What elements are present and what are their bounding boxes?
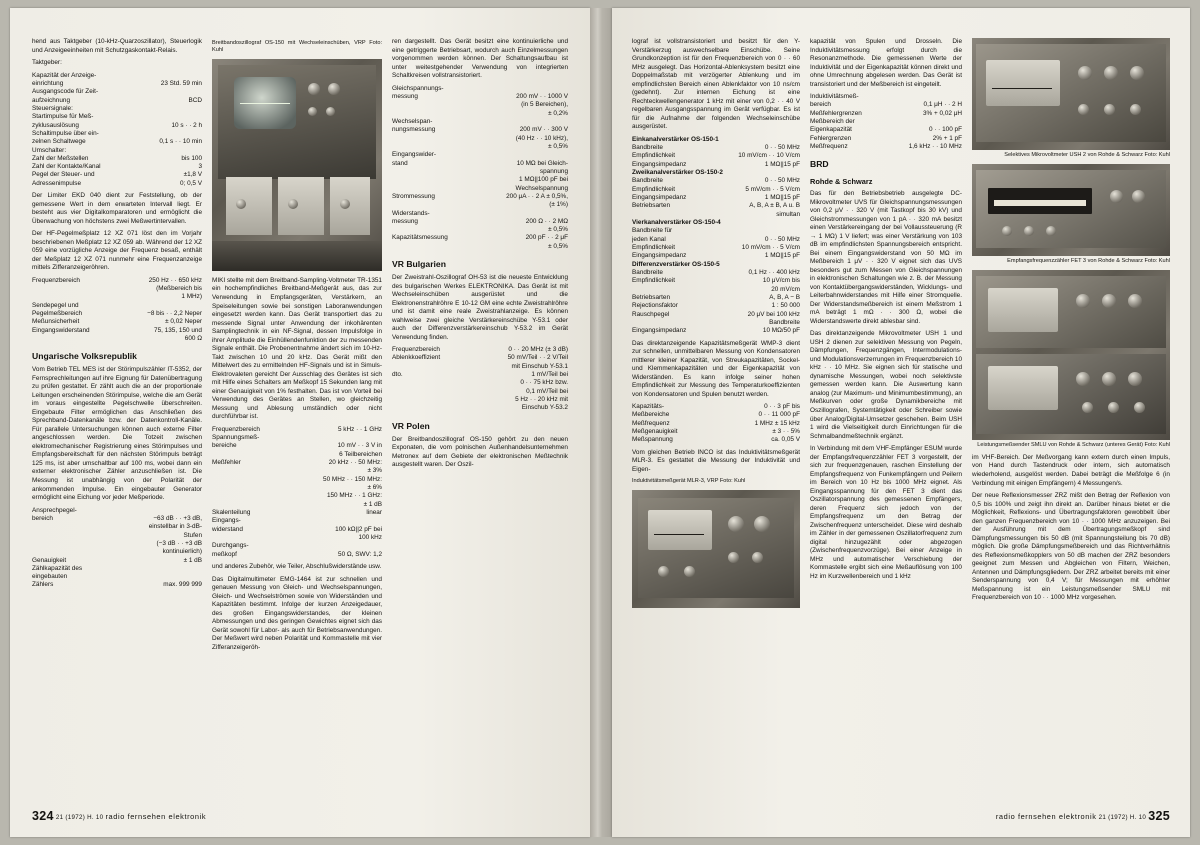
page-gutter (590, 8, 612, 837)
issue-meta-left: 21 (1972) H. 10 (55, 814, 104, 821)
photo-oscilloscope-os150 (212, 59, 382, 271)
paragraph: kapazität von Spulen und Drosseln. Die Induktivitätsmessung erfolgt durch die Resonanzmethode. Die gemessenen Werte der Induktivität und der Eigenkapazität können direkt und ohne Umrechnung abgelesen werden. Das Gerät ist transistoriert und der Meßbereich ist eingeteilt. (810, 38, 962, 88)
photo-caption-ush2: Selektives Mikrovoltmeter USH 2 von Rohde & Schwarz Foto: Kuhl (1004, 152, 1170, 158)
page-number-right: 325 (1148, 809, 1170, 823)
paragraph: In Verbindung mit dem VHF-Empfänger ESUM wurde der Empfangsfrequenzzähler FET 3 vorgestellt, der sich zur frequenzgenauen, raschen Einstellung der Empfangsfrequenz von Funkempfängern und Peilern im Bereich von 10 Hz bis 1000 MHz eignet. Als Eingangsspannung für den FET 3 dient das Oszillatorspannung des gemessenen Empfängers, deren Frequenz sich jedoch von der Empfangsfrequenz um den Betrag der Zwischenfrequenz unterscheidet. Diese wird deshalb im Zähler in der gemessenen Oszillatorfrequenz zum digital hinzugezählt oder abgezogen (Zwischenfrequenzvorzüge). Bei einer Anzeige in MHz und automatischer Verschiebung der Kommastelle ergibt sich eine Meßauflösung von 100 Hz im Kurzwellenbereich und 1 kHz (810, 445, 962, 580)
paragraph: Der neue Reflexionsmesser ZRZ mißt den Betrag der Reflexion von 0,5 bis 100% und zeigt ihn direkt an. Darüber hinaus bietet er die Möglichkeit, Reflexions- und Übertragungsfaktoren gewobbelt über den ganzen Frequenzbereich von 10 · · 1000 MHz anzuzeigen. Bei der Ausführung mit dem Übertragungsmeßkopf sind Dämpfungsmessungen bis 50 dB (mit Spannungsteilung bis 70 dB) möglich. Die große Dämpfungsmeßbereich und das Richtverhältnis des Reflexionsmeßkopplers von 50 dB machen der ZRZ besonders geeignet zum Messen und Abgleichen von Filtern, Weichen, Antennen und Dämpfungsgliedern. Der ZRZ arbeitet bereits mit einer Senderspannung von 0,4 V; für Messungen mit erhöhter Meßspannung ist ein Leistungsmeßsender SMLU mit Frequenzbereich von 10 · · 1000 MHz vorgesehen. (972, 492, 1170, 602)
right-page (612, 8, 1190, 837)
paragraph: Der Breitbandoszillograf OS-150 gehört zu den neuen Exponaten, die vom polnischen Außenhandelsunternehmen Metronex auf dem Gebiete der elektronischen Meßtechnik ausgestellt waren. Der Oszil- (392, 435, 568, 469)
left-column-3 (392, 38, 568, 791)
spec-list-stoerimpulszaehler: Ansprechpegel- bereich −63 dB · · +3 dB, einstellbar in 3-dB- Stufen (−3 dB · · +3 dB kontinuierlich) Genauigkeit ± 1 dB Zählkapazität des eingebauten Zählers max. 999 999 (32, 506, 202, 589)
left-page-footer (32, 809, 206, 823)
left-page (10, 8, 590, 837)
paragraph: Vom Betrieb TEL MES ist der Störimpulszähler IT-5352, der Fernsprechleitungen auf ihre Eignung für Datenübertragung zu prüfen gestattet. Er zählt auch die an der proportionale Leitungen erscheinenden Störimpulse, welche die am Gerät im voraus eingestellte Pegelschwelle überschreiten. Eingebaute Filter ermöglichen das Anschließen des Sprechband-Datenkanäle bzw. der Datenkontroll-Kanäle. Für parallele Untersuchungen können auch externe Filter angeschlossen werden. Die Totzeit zwischen elektromechanischer Registrierung eines Störimpulses und Empfangsbereitschaft für den nächsten Störimpuls beträgt 125 ms, ist aber umschaltbar auf 100 ms, wobei dann ein externer elektronischer Zähler anzuschließen ist. Die Messung ist unabhängig von der Polarität der ankommenden Impulse. Ein eingebauter Generator ermöglicht eine Eichung vor jeder Meßperiode. (32, 366, 202, 502)
left-column-2 (212, 38, 382, 791)
paragraph: Das direktanzeigende Kapazitätsmeßgerät WMP-3 dient zur schnellen, unmittelbaren Messung von Kondensatoren mittlerer kleiner Kapazität, von Streukapazitäten, Sockel- und Klemmenkapazitäten und der Eigenkapazität von Widerständen. Es kann infolge seiner hohen Empfindlichkeit zur Messung des Temperaturkoeffizienten von Kondensatoren und Spulen benutzt werden. (632, 339, 800, 398)
right-column-2 (810, 38, 962, 791)
photo-caption-mlr3: Induktivitätsmeßgerät MLR-3, VRP Foto: Kuhl (632, 478, 746, 485)
section-heading-brd: BRD (810, 159, 829, 170)
left-column-1 (32, 38, 202, 791)
paragraph: Taktgeber: (32, 59, 62, 67)
spec-list-mlr3: Induktivitätsmeß- bereich 0,1 μH · · 2 H Meßfehlergrenzen 3% + 0,02 μH Meßbereich der Eigenkapazität 0 · · 100 pF Fehlergrenzen 2% + 1 pF Meßfrequenz 1,6 kHz · · 10 MHz (810, 93, 962, 151)
paragraph: Der HF-Pegelmeßplatz 12 XZ 071 löst den im Vorjahr beschriebenen Meßplatz 12 XZ 059 ab. Während der 12 XZ 059 eine vorzügliche Anzeige der Frequenz besaß, enthält der Meßplatz 12 XZ 071 nunmehr eine Frequenzanzeige mittels Zifferanzeigeröhren. (32, 230, 202, 272)
right-page-footer (996, 809, 1170, 823)
paragraph: hend aus Taktgeber (10-kHz-Quarzoszillator), Steuerlogik und Anzeigeeinheiten mit Schutzgaskontakt-Relais. (32, 38, 202, 54)
photo-usH2-microvoltmeter (972, 38, 1170, 150)
paragraph: und anderes Zubehör, wie Teiler, Abschlußwiderstände usw. (212, 562, 382, 570)
spec-list-hf-pegelmessplatz: Frequenzbereich 250 Hz · · 650 kHz (Meßbereich bis 1 MHz) Sendepegel und Pegelmeßbereich −8 bis · · 2,2 Neper Meßunsicherheit ± 0,02 Neper Eingangswiderstand 75, 135, 150 und 600 Ω (32, 276, 202, 343)
issue-meta-right: 21 (1972) H. 10 (1098, 814, 1147, 821)
spec-list-os150-plugins: Einkanalverstärker OS-150-1 Bandbreite 0 · · 50 MHz Empfindlichkeit 10 mV/cm · · 10 V/cm Eingangsimpedanz 1 MΩ||15 pF Zweikanalverstärker OS-150-2 Bandbreite 0 · · 50 MHz Empfindlichkeit 5 mV/cm · · 5 V/cm Eingangsimpedanz 1 MΩ||15 pF Betriebsarten A, B, A ± B, A u. B simultan Vierkanalverstärker OS-150-4 Bandbreite für jeden Kanal 0 · · 50 MHz Empfindlichkeit 10 mV/cm · · 5 V/cm Eingangsimpedanz 1 MΩ||15 pF Differenzverstärker OS-150-5 Bandbreite 0,1 Hz · · 400 kHz Empfindlichkeit 10 μV/cm bis 20 mV/cm Betriebsarten A, B, A − B Rejectionsfaktor 1 : 50 000 Rauschpegel 20 μV bei 100 kHz Bandbreite Eingangsimpedanz 10 MΩ/50 pF (632, 135, 800, 335)
paragraph: ren dargestellt. Das Gerät besitzt eine kontinuierliche und eine getriggerte Betriebsart, wodurch auch Einzelmessungen vorgenommen werden können. Der Schaltungsaufbau ist unter weitestgehender Verwendung von integrierten Schaltkreisen vollstransistoriert. (392, 38, 568, 80)
right-column-1 (632, 38, 800, 791)
paragraph: Vom gleichen Betrieb INCO ist das Induktivitätsmeßgerät MLR-3. Es gestattet die Messung der Induktivität und Eigen- (632, 448, 800, 473)
paragraph: Das für den Betriebsbetrieb ausgelegte DC-Mikrovoltmeter UVS für Gleichspannungsmessungen von 0,2 μV · · 320 V (mit Tastkopf bis 30 kV) und Gleichstrommessungen von 1 pA · · 320 mA besitzt einen Verstärkereingang der bei Vollaussteuerung (R → 1 MΩ) 1 V liefert; was einer Verstärkung von 103 dB im empfindlichsten Spannungsbereich entspricht. Bei einem Eingangswiderstand von 50 MΩ im Meßbereich 1 μV · · 320 V eignet sich das UVS besonders gut zum Messen von Gleichspannungen in elektronischen Schaltungen wie z. B. der Messung von Kontaktübergangswiderständen, Wicklungs- und Leiterbahnwiderstandes mit Hilfe einer Stromquelle. Der Widerstandsmeßbereich ist einem Meßstrom 1 mA beträgt 1 mΩ · · 300 Ω, wobei die Widerstandswerte direkt ablesbar sind. (810, 190, 962, 325)
spec-list-wmp3: Kapazitäts- 0 · · 3 pF bis Meßbereiche 0 · · 11 000 pF Meßfrequenz 1 MHz ± 15 kHz Meßgenauigkeit ± 3 · · 5% Meßspannung ca. 0,05 V (632, 403, 800, 444)
photo-caption-smlu: Leistungsmeßsender SMLU von Rohde & Schwarz (unteres Gerät) Foto: Kuhl (977, 441, 1170, 448)
photo-inductance-meter-mlr3 (632, 490, 800, 608)
section-heading-vr-polen: VR Polen (392, 420, 430, 431)
journal-title-right: radio fernsehen elektronik (995, 812, 1097, 821)
section-heading-vr-bulgarien: VR Bulgarien (392, 259, 446, 270)
paragraph: lograf ist vollstransistoriert und besitzt für den Y-Verstärkerzug auswechselbare Einschübe. Seine Grundkonzeption ist für den Frequenzbereich von 0 · · 60 MHz ausgelegt. Das Horizontal-Ablenksystem besitzt eine Doppelmaßstab mit verzögerter Ablenkung und im empfindlichsten Bereich einen Ablenkfaktor von 10 ns/cm (gedehnt). Zur internen Eichung ist eine Rechteckwellengenerator 1 kHz mit einer von 0,2 · · 40 V regelbaren Ausgangsspannung im Gerät verfügbar. Es ist für die Aufnahme der folgenden Wechseleinschübe ausgerüstet. (632, 38, 800, 131)
paragraph: Das Digitalmultimeter EMG-1464 ist zur schnellen und genauen Messung von Gleich- und Wechselspannungen, Gleich- und Wechselströmen sowie von Widerständen und Kapazitäten bestimmt. Infolge der kurzen Anzeigedauer, des großen Eingangswiderstandes, der kleinen Abmessungen und des geringen Gewichtes eignet sich das Gerät sowohl für Labor- als auch für Betriebsanwendungen. Der Meßwert wird neben Polarität und Kommastelle mit vier Zifferanzeigeröh- (212, 575, 382, 651)
paragraph: Der Zweistrahl-Oszillograf OH-53 ist die neueste Entwicklung des bulgarischen Werkes ELEKTRONIKA. Das Gerät ist mit Wechseleinschüben ausgerüstet und die Elektronenstrahlröhre E 10-12 GM eine echte Zweistrahlröhre und ist damit eine reale Zweistrahlanzeige. Es können wahlweise zwei gleiche Verstärkereinschübe Y-53.1 oder auch der Differenzverstärkereinschub Y-53.2 im Gerät Verwendung finden. (392, 274, 568, 341)
spec-list-taktgeber: Kapazität der Anzeige- einrichtung 23 Std. 59 min Ausgangscode für Zeit- aufzeichnung BCD Steuersignale: Startimpulse für Meß- zyklusauslösung 10 s · · 2 h Schaltimpulse über ein- zelnen Schaltwege 0,1 s · · 10 min Umschalter: Zahl der Meßstellen bis 100 Zahl der Kontakte/Kanal 3 Pegel der Steuer- und ±1,8 V Adressenimpulse 0; 0,5 V (32, 71, 202, 187)
spec-list-emg1464: Gleichspannungs- messung 200 mV · · 1000 V (in 5 Bereichen), ± 0,2% Wechselspan- nungsmessung 200 mV · · 300 V (40 Hz · · 10 kHz), ± 0,5% Eingangswider- stand 10 MΩ bei Gleich- spannung 1 MΩ||100 pF bei Wechselspannung Strommessung 200 μA · · 2 A ± 0,5%, (± 1%) Widerstands- messung 200 Ω · · 2 MΩ ± 0,5% Kapazitätsmessung 200 pF · · 2 μF ± 0,5% (392, 84, 568, 250)
journal-title-left: radio fernsehen elektronik (105, 812, 207, 821)
section-heading-ungarische-volksrepublik: Ungarische Volksrepublik (32, 351, 137, 362)
photo-fet3-frequency-counter (972, 164, 1170, 256)
paragraph: Der Limiter EKD 040 dient zur Feststellung, ob der gemessene Wert in dem erwarteten Intervall liegt. Er besteht aus vier Digitalkomparatoren und ermöglicht die Überwachung von höchstens zwei Meßwertintervallen. (32, 192, 202, 225)
spec-list-oh53: Frequenzbereich 0 · · 20 MHz (± 3 dB) Ablenkkoeffizient 50 mV/Teil · · 2 V/Teil mit Einschub Y-53.1 dto. 1 mV/Teil bei 0 · · 75 kHz bzw. 0,1 mV/Teil bei 5 Hz · · 20 kHz mit Einschub Y-53.2 (392, 346, 568, 412)
subsection-heading-rohde-schwarz: Rohde & Schwarz (810, 177, 873, 187)
spec-list-tr1351: Frequenzbereich 5 kHz · · 1 GHz Spannungsmeß- bereiche 10 mV · · 3 V in 6 Teilbereichen Meßfehler 20 kHz · · 50 MHz: ± 3% 50 MHz · · 150 MHz: ± 6% 150 MHz · · 1 GHz: ± 1 dB Skalenteilung linear Eingangs- widerstand 100 kΩ||2 pF bei 100 kHz Durchgangs- meßkopf 50 Ω, SWV: 1,2 (212, 425, 382, 558)
paragraph: MIKI stellte mit dem Breitband-Sampling-Voltmeter TR-1351 ein hochempfindliches Breitband-Meßgerät aus, das zur Verwendung in Empfangsgeräten, Verstärkern, an Speiseleitungen sowie bei sonstigen Laboranwendungen eingesetzt werden kann. Das Gerät transportiert das zu messende Signal unter Anwendung der inkohärenten Samplingtechnik in ein NF-Signal, dessen Impulsfolge in ihrer Amplitude die Einhüllendenfunktion der zu messenden Signale enthält. Die Probenentnahme ändert sich im 10-Hz-Takt zwischen 10 und 20 kHz. Das Gerät mißt den Mittelwert des zu ermittelnden HF-Signals und ist in Simuls-Elektrovaleten gereicht Der Ausschlag des Gerätes ist sich mit Hilfe eines Schalters am Meßkopf 15 Sekunden lang mit einer Genauigkeit von 1% festhalten. Das ist von Vorteil bei Verwendung des Gerätes an Stellen, wo gleichzeitig Messung und Ablesung umständlich oder nicht durchführbar ist. (212, 276, 382, 421)
right-column-3 (972, 38, 1170, 791)
paragraph: Das direktanzeigende Mikrovoltmeter USH 1 und USH 2 dienen zur selektiven Messung von Pegeln, Dämpfungen, Frequenzgängen, Intermodulations- und Modulationsverzerrungen im Frequenzbereich 10 kHz · · 10 MHz. Sie eignen sich für statische und dynamische Messungen, wobei noch selektivste gemessen werden kann. Die Auswertung kann analog (zur Maximum- und Minimumbestimmung), an Meßkurven oder große Dynamikbereiche mit Oszillografen, Systemtätigkeit oder Schreiber sowie über Analog/Digital-Umsetzer geschehen. Beim USH 1 wird die Vielseitigkeit durch Einrichtungen für die Schmalbandmeßtechnik ergänzt. (810, 330, 962, 440)
photo-smlu-power-signal-generator (972, 270, 1170, 440)
photo-caption-fet3: Empfangsfrequenzzähler FET 3 von Rohde & Schwarz Foto: Kuhl (1007, 257, 1170, 264)
page-number-left: 324 (32, 809, 54, 823)
paragraph: im VHF-Bereich. Der Meßvorgang kann extern durch einen Impuls, von Hand durch Tastendruck oder intern, sich automatisch wiederholend, ausgelöst werden. Dabei beträgt die Meßfolge 6 (in Verbindung mit einigen Empfängern) 4 Messungen/s. (972, 453, 1170, 487)
photo-caption-os150: Breitbandoszillograf OS-150 mit Wechseleinschüben, VRP Foto: Kuhl (212, 40, 382, 53)
